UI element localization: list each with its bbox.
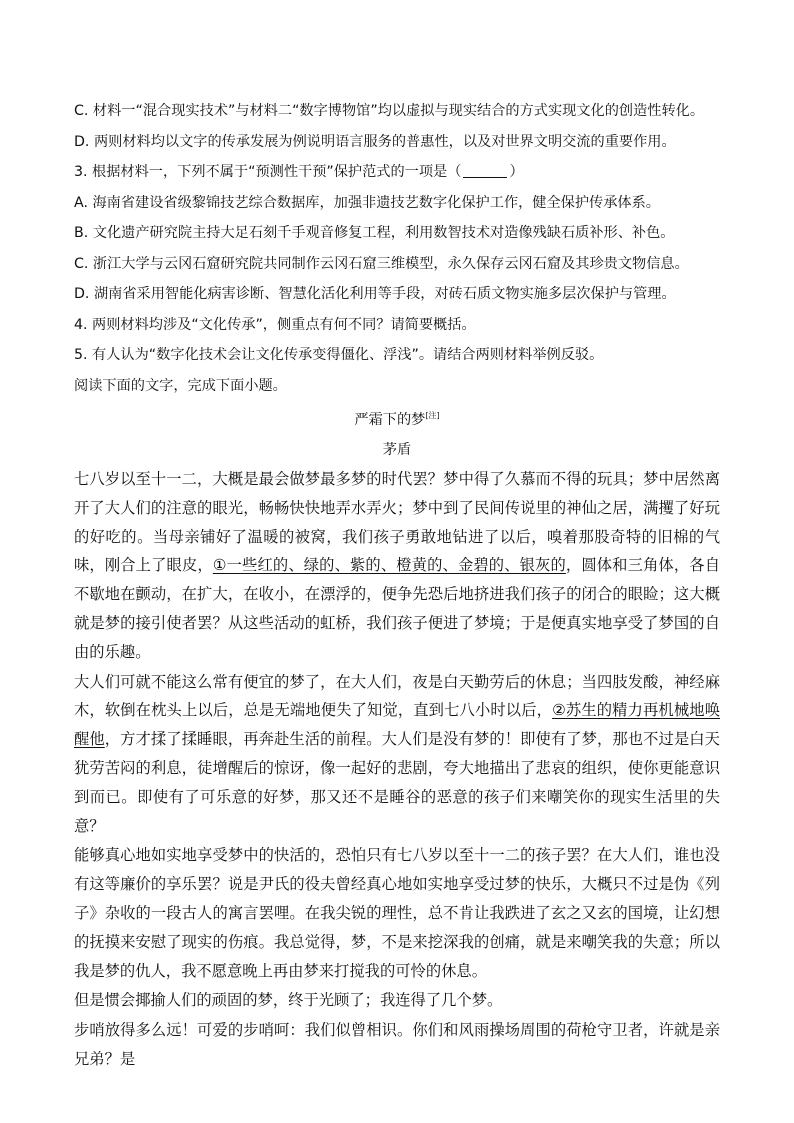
question-3-option-c: C. 浙江大学与云冈石窟研究院共同制作云冈石窟三维模型，永久保存云冈石窟及其珍贵文物信息。	[74, 255, 689, 272]
essay-paragraph-3: 能够真心地如实地享受梦中的快活的，恐怕只有七八岁以至十一二的孩子罢？在大人们，谁也没有这等廉价的享乐罢？说是尹氏的役夫曾经真心地如实地享受过梦的快乐，大概只不过是伪《列子》杂收的一段古人的寓言罢哩。在我尖锐的理性，总不肯让我跌进了玄之又玄的国境，让幻想的抚摸来安慰了现实的伤痕。我总觉得，梦，不是来挖深我的创痛，就是来嘲笑我的失意；所以我是梦的仇人，我不愿意晚上再由梦来打搅我的可怜的休息。	[74, 846, 720, 980]
essay-paragraph-2	[74, 668, 720, 841]
essay-paragraph-4: 但是惯会揶揄人们的顽固的梦，终于光顾了；我连得了几个梦。	[74, 991, 503, 1010]
paragraph-1-text-b: ，圆体和三角体，各自不歇地在颤动，在扩大，在收小，在漂浮的，便争先恐后地挤进我们孩子的闭合的眼睑；这大概就是梦的接引使者罢？从这些活动的虹桥，我们孩子便进了梦境；于是便真实地享受了梦国的自由的乐趣。	[74, 556, 720, 661]
essay-title	[74, 401, 720, 435]
question-3-option-a: A. 海南省建设省级黎锦技艺综合数据库，加强非遗技艺数字化保护工作，健全保护传承体系。	[74, 194, 660, 211]
question-3-close: ）	[509, 164, 524, 180]
question-3-text: 3. 根据材料一，下列不属于“预测性干预”保护范式的一项是（	[74, 164, 462, 180]
option-c-previous: C. 材料一“混合现实技术”与材料二“数字博物馆”均以虚拟与现实结合的方式实现文化的创造性转化。	[74, 103, 705, 119]
essay-title-text: 严霜下的梦	[354, 412, 426, 428]
title-note: [注]	[425, 411, 440, 420]
underlined-sentence-1: ①一些红的、绿的、紫的、橙黄的、金碧的、银灰的	[212, 556, 566, 575]
question-3	[74, 157, 720, 188]
underlined-sentence-2: ②苏生的精力再机械地唤醒他	[74, 701, 720, 749]
essay-paragraph-1	[74, 465, 720, 667]
option-d-previous: D. 两则材料均以文字的传承发展为例说明语言服务的普惠性，以及对世界文明交流的重要作用。	[74, 133, 676, 150]
paragraph-1-text-a: 七八岁以至十一二，大概是最会做梦最多梦的时代罢？梦中得了久慕而不得的玩具；梦中居然离开了大人们的注意的眼光，畅畅快快地弄水弄火；梦中到了民间传说里的神仙之居，满攫了好玩的好吃的。当母亲铺好了温暖的被窝，我们孩子勇敢地钻进了以后，嗅着那股奇特的旧棉的气味，刚合上了眼皮，	[74, 470, 720, 575]
essay-paragraph-5: 步哨放得多么远！可爱的步哨呵：我们似曾相识。你们和风雨操场周围的荷枪守卫者，许就是亲兄弟？是	[74, 1021, 720, 1068]
answer-blank[interactable]	[463, 163, 507, 178]
question-3-option-d: D. 湖南省采用智能化病害诊断、智慧化活化利用等手段，对砖石质文物实施多层次保护与管理。	[74, 286, 676, 302]
essay-author: 茅盾	[382, 442, 412, 458]
question-3-option-b: B. 文化遗产研究院主持大足石刻千手观音修复工程，利用数智技术对造像残缺石质补形、补色。	[74, 225, 675, 241]
question-5: 5. 有人认为“数字化技术会让文化传承变得僵化、浮浅”。请结合两则材料举例反驳。	[74, 347, 604, 363]
document-page	[74, 96, 720, 1074]
paragraph-2-text-a: 大人们可就不能这么常有便宜的梦了，在大人们，夜是白天勤劳后的休息；当四肢发酸，神经麻木，软倒在枕头上以后，总是无端地便失了知觉，直到七八小时以后，	[74, 672, 720, 720]
question-4: 4. 两则材料均涉及“文化传承”，侧重点有何不同？请简要概括。	[74, 316, 476, 333]
reading-instruction: 阅读下面的文字，完成下面小题。	[74, 377, 287, 394]
paragraph-2-text-b: ，方才揉了揉睡眼，再奔赴生活的前程。大人们是没有梦的！即使有了梦，那也不过是白天犹劳苦闷的利息，徒增醒后的惊讶，像一起好的悲剧，夸大地描出了悲哀的组织，使你更能意识到而已。即使有了可乐意的好梦，那又还不是睡谷的恶意的孩子们来嘲笑你的现实生活里的失意？	[74, 730, 720, 835]
